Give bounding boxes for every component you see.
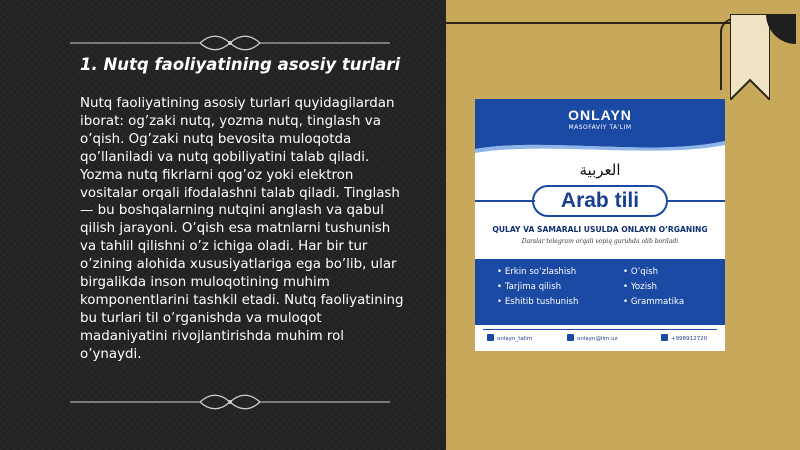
brand-subtitle: MASOFAVIY TA'LIM xyxy=(568,124,632,131)
feature-item: • Tarjima qilish xyxy=(497,280,578,295)
title-line-left xyxy=(475,200,535,202)
slide-body-text: Nutq faoliyatining asosiy turlari quyidagilardan iborat: og’zaki nutq, yozma nutq, tinglash va o’qish. Og’zaki nutq bevosita muloqotda qo’llaniladi va nutq qobiliyatini talab qiladi. Yozma nutq fikrlarni qog’oz yoki elektron vositalar orqali ifodalashni talab qiladi. Tinglash — bu boshqalarning nutqini anglash va qabul qilish jarayoni. O’qish esa matnlarni tushunish va tahlil qilishni o’z ichiga oladi. Har bir tur o’zining alohida xususiyatlariga ega bo’lib, ular birgalikda inson muloqotining muhim komponentlarini tashkil etadi. Nutq faoliyatining bu turlari til o’rganishda va muloqot madaniyatini rivojlantirishda muhim rol o’ynaydi. xyxy=(80,96,404,362)
features-left-list xyxy=(497,265,578,310)
features-block xyxy=(475,259,725,325)
phone-icon xyxy=(661,334,668,341)
contact-telegram xyxy=(487,334,532,342)
poster-tagline: QULAY VA SAMARALI USULDA ONLAYN O’RGANING xyxy=(492,225,708,234)
poster-header xyxy=(475,99,725,137)
feature-item: • Eshitib tushunish xyxy=(497,295,578,310)
email-icon xyxy=(567,334,574,341)
bookmark-icon xyxy=(730,14,770,100)
title-line-right xyxy=(668,200,725,202)
contact-phone-text: +998912720 xyxy=(671,336,708,342)
feature-item: • Grammatika xyxy=(623,295,684,310)
feature-item: • Yozish xyxy=(623,280,684,295)
contact-email xyxy=(567,334,618,342)
contact-telegram-text: onlayn_talim xyxy=(497,336,533,342)
brand-logo: ONLAYN xyxy=(568,107,632,123)
telegram-icon xyxy=(487,334,494,341)
feature-item: • O’qish xyxy=(623,265,684,280)
ornament-divider-bottom-icon xyxy=(70,393,390,411)
course-title: Arab tili xyxy=(532,185,668,217)
footer-divider xyxy=(483,329,717,330)
poster-footer xyxy=(475,325,725,351)
contact-phone xyxy=(661,334,707,342)
features-right-list xyxy=(623,265,684,310)
contact-email-text: onlayn@lim.uz xyxy=(577,336,618,342)
arabic-title: العربية xyxy=(579,161,621,179)
course-poster-image xyxy=(475,99,725,351)
feature-item: • Erkin so’zlashish xyxy=(497,265,578,280)
wave-decoration xyxy=(475,135,725,157)
ornament-divider-top-icon xyxy=(70,34,390,52)
poster-subtagline: Darslar telegram orqali vopiq guruhda olib boriladi xyxy=(521,238,679,245)
slide-title: 1. Nutq faoliyatining asosiy turlari xyxy=(80,55,401,74)
